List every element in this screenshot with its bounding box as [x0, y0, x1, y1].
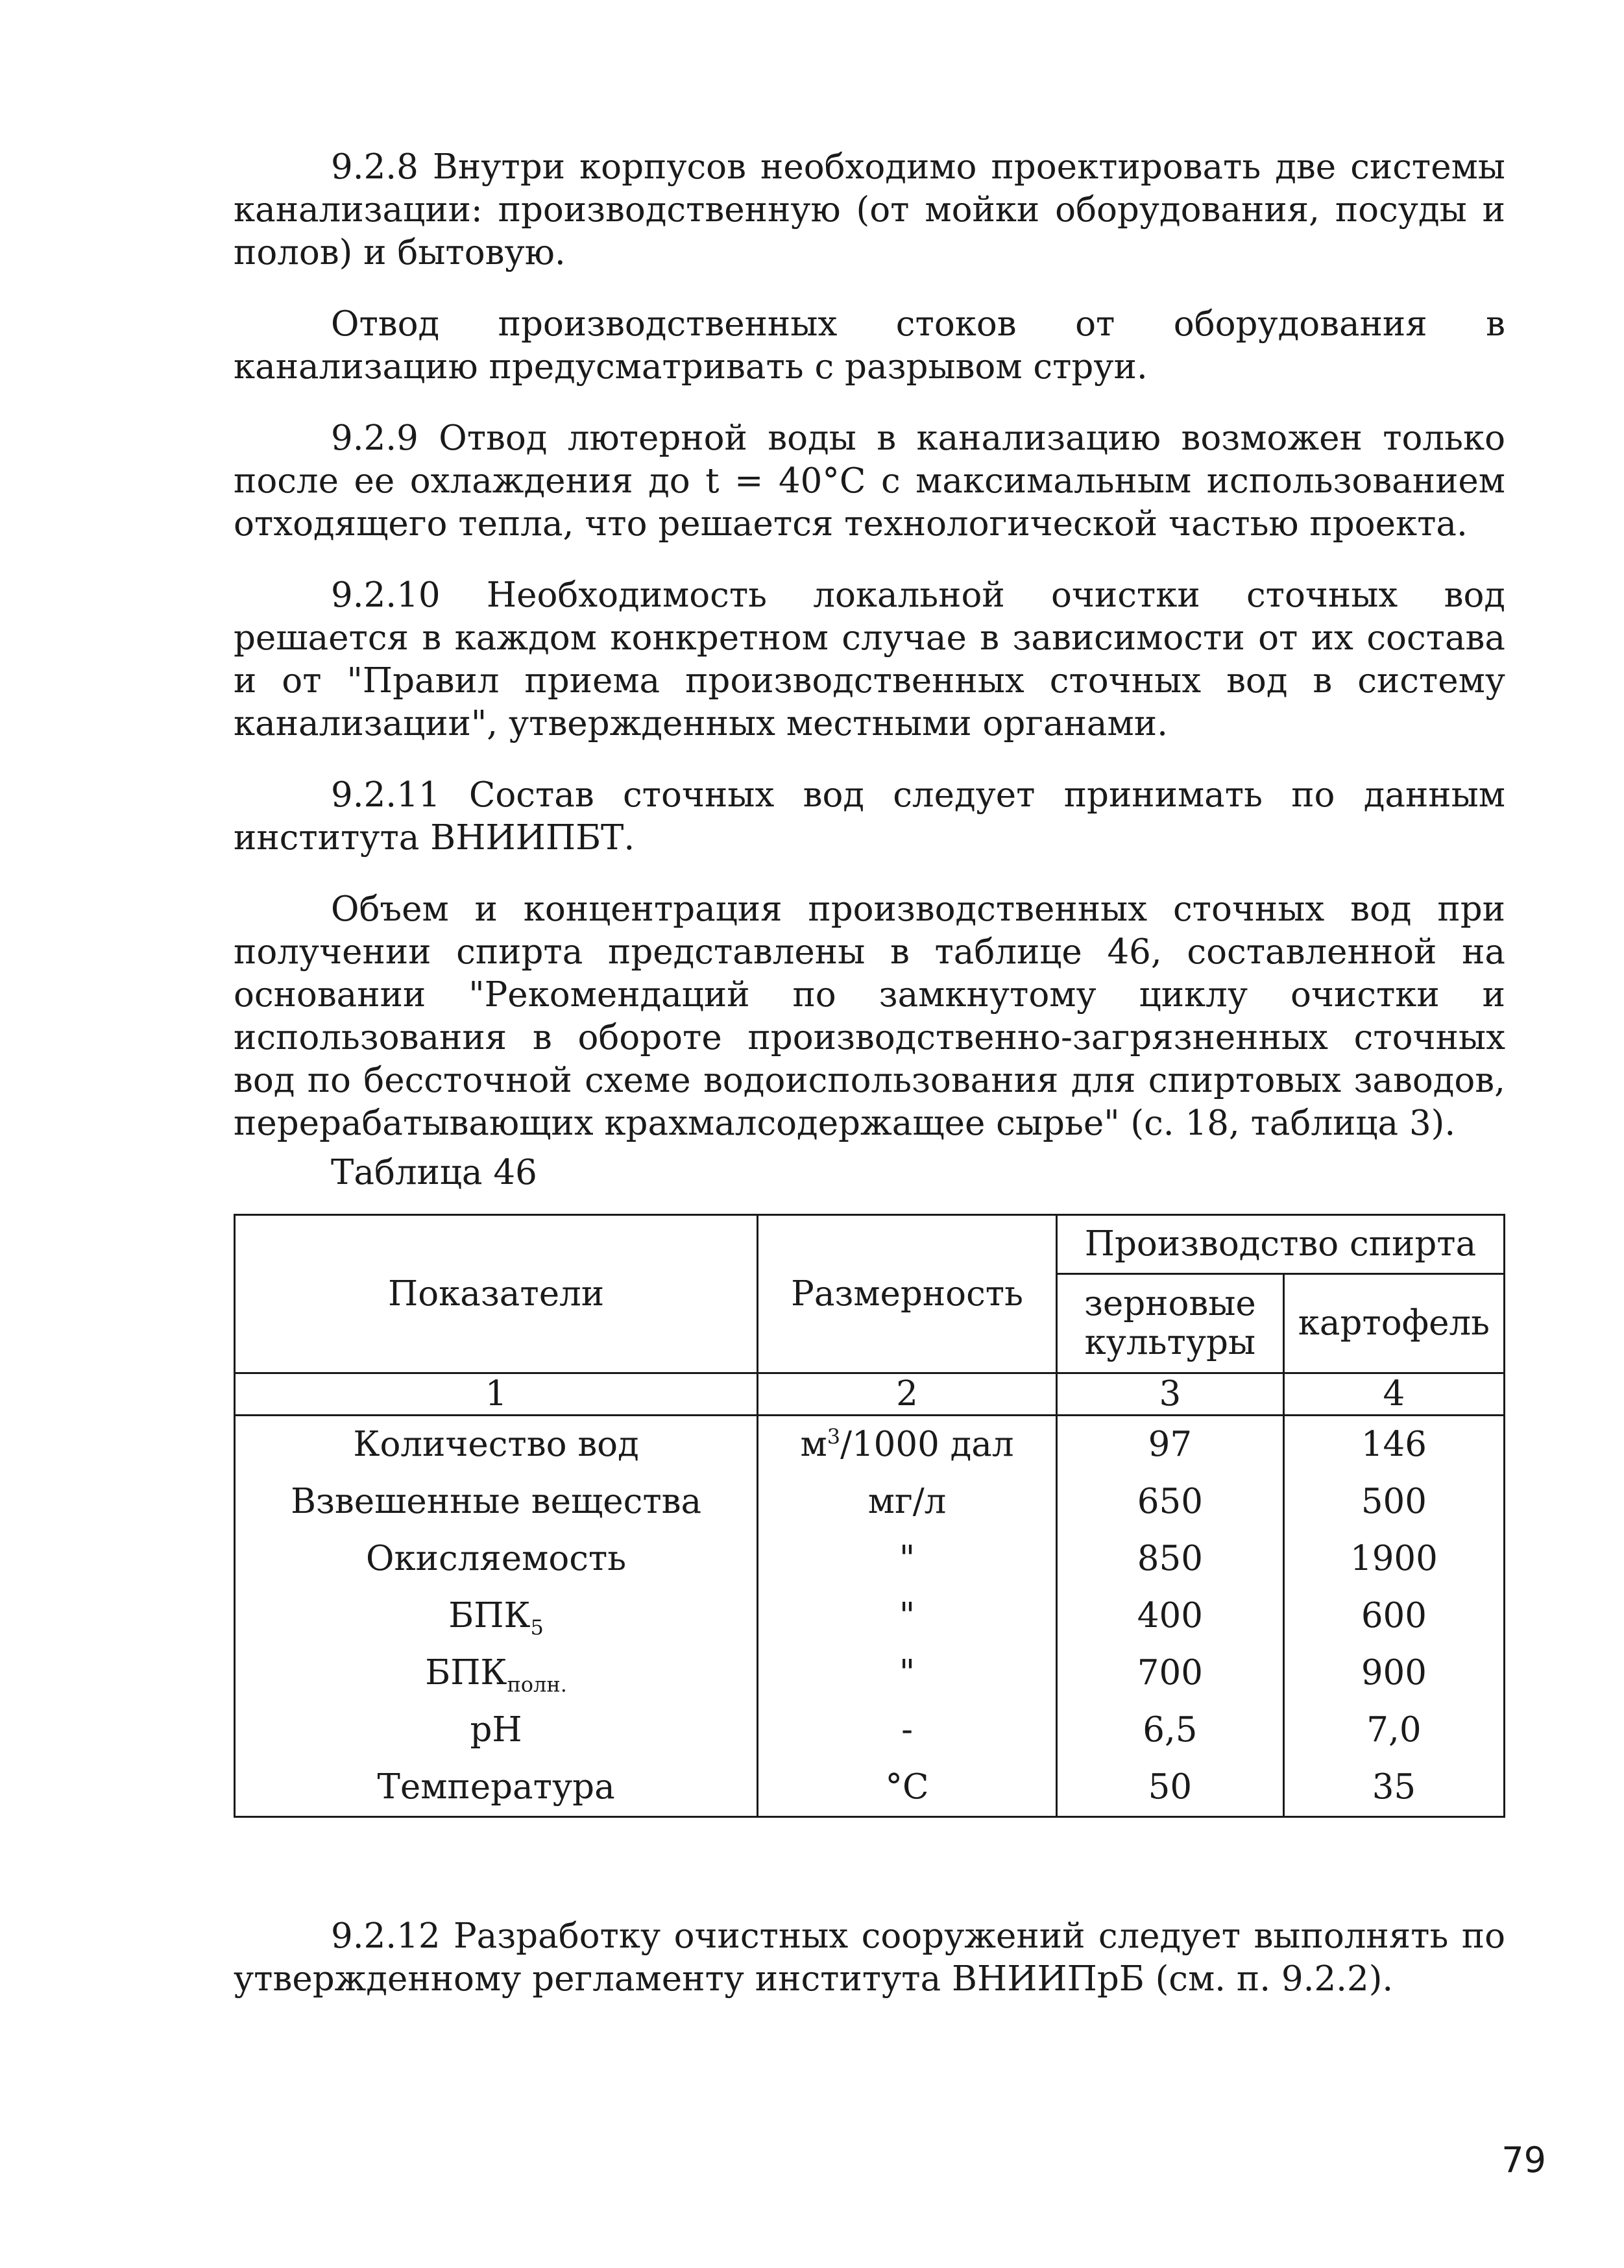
- row-name: Взвешенные вещества: [235, 1473, 758, 1530]
- table-caption: Таблица 46: [331, 1153, 537, 1192]
- header-production-group: Производство спирта: [1056, 1215, 1504, 1274]
- row-potato-value: 146: [1283, 1416, 1504, 1474]
- paragraph-volume-concentration: Объем и концентрация производственных сточных вод при получении спирта представлены в таблице 46, составленной на основании "Рекомендаций по замкнутому циклу очистки и использования в обороте производственно-загрязненных сточных вод по бессточной схеме водоиспользования для спиртовых заводов, перерабатывающих крахмалсодержащее сырье" (с. 18, таблица 3).: [234, 889, 1505, 1143]
- table-row: [235, 1587, 1505, 1645]
- row-potato-value: 1900: [1283, 1530, 1504, 1587]
- column-number: 1: [235, 1373, 758, 1416]
- table-row: [235, 1702, 1505, 1759]
- row-grain-value: 700: [1056, 1645, 1283, 1702]
- row-unit: мг/л: [758, 1473, 1057, 1530]
- table-row: [235, 1759, 1505, 1817]
- table-row: [235, 1416, 1505, 1474]
- paragraph-drain-outflow: Отвод производственных стоков от оборудования в канализацию предусматривать с разрывом струи.: [234, 304, 1505, 387]
- row-grain-value: 850: [1056, 1530, 1283, 1587]
- row-grain-value: 650: [1056, 1473, 1283, 1530]
- table-row: [235, 1530, 1505, 1587]
- row-potato-value: 500: [1283, 1473, 1504, 1530]
- row-name: pH: [235, 1702, 758, 1759]
- row-grain-value: 50: [1056, 1759, 1283, 1817]
- row-potato-value: 35: [1283, 1759, 1504, 1817]
- row-name: Температура: [235, 1759, 758, 1817]
- paragraph-9-2-9: 9.2.9 Отвод лютерной воды в канализацию возможен только после ее охлаждения до t = 40°С с максимальным использованием отходящего тепла, что решается технологической частью проекта.: [234, 418, 1505, 544]
- column-number-row: [235, 1373, 1505, 1416]
- row-grain-value: 400: [1056, 1587, 1283, 1645]
- row-grain-value: 6,5: [1056, 1702, 1283, 1759]
- header-potato: картофель: [1283, 1274, 1504, 1373]
- wastewater-table: [234, 1214, 1505, 1818]
- page-number: 79: [1501, 2140, 1546, 2180]
- paragraph-9-2-8: 9.2.8 Внутри корпусов необходимо проектировать две системы канализации: производственную (от мойки оборудования, посуды и полов) и бытовую.: [234, 147, 1505, 272]
- row-name: Окисляемость: [235, 1530, 758, 1587]
- table-row: [235, 1645, 1505, 1702]
- row-unit: °С: [758, 1759, 1057, 1817]
- row-name: $БПК_5$: [235, 1587, 758, 1645]
- row-unit: ": [758, 1587, 1057, 1645]
- row-name: Количество вод: [235, 1416, 758, 1474]
- row-name: $БПК_{полн.}$: [235, 1645, 758, 1702]
- page-content: [234, 146, 1505, 2001]
- column-number: 3: [1056, 1373, 1283, 1416]
- spacer: [234, 1818, 1505, 1915]
- paragraph-9-2-10: 9.2.10 Необходимость локальной очистки сточных вод решается в каждом конкретном случае в зависимости от их состава и от "Правил приема производственных сточных вод в систему канализации", утвержденных местными органами.: [234, 575, 1505, 743]
- row-unit: ": [758, 1530, 1057, 1587]
- table-row: [235, 1473, 1505, 1530]
- row-grain-value: 97: [1056, 1416, 1283, 1474]
- paragraph-9-2-11: 9.2.11 Состав сточных вод следует принимать по данным института ВНИИПБТ.: [234, 775, 1505, 858]
- header-unit: Размерность: [758, 1215, 1057, 1373]
- header-grain: зерновые культуры: [1056, 1274, 1283, 1373]
- column-number: 2: [758, 1373, 1057, 1416]
- row-potato-value: 900: [1283, 1645, 1504, 1702]
- header-indicators: Показатели: [235, 1215, 758, 1373]
- table-header-row: [235, 1215, 1505, 1274]
- row-potato-value: 600: [1283, 1587, 1504, 1645]
- row-unit: $м^3/1000$ дал: [758, 1416, 1057, 1474]
- row-potato-value: 7,0: [1283, 1702, 1504, 1759]
- column-number: 4: [1283, 1373, 1504, 1416]
- row-unit: ": [758, 1645, 1057, 1702]
- row-unit: -: [758, 1702, 1057, 1759]
- paragraph-9-2-12: 9.2.12 Разработку очистных сооружений следует выполнять по утвержденному регламенту института ВНИИПрБ (см. п. 9.2.2).: [234, 1916, 1505, 1999]
